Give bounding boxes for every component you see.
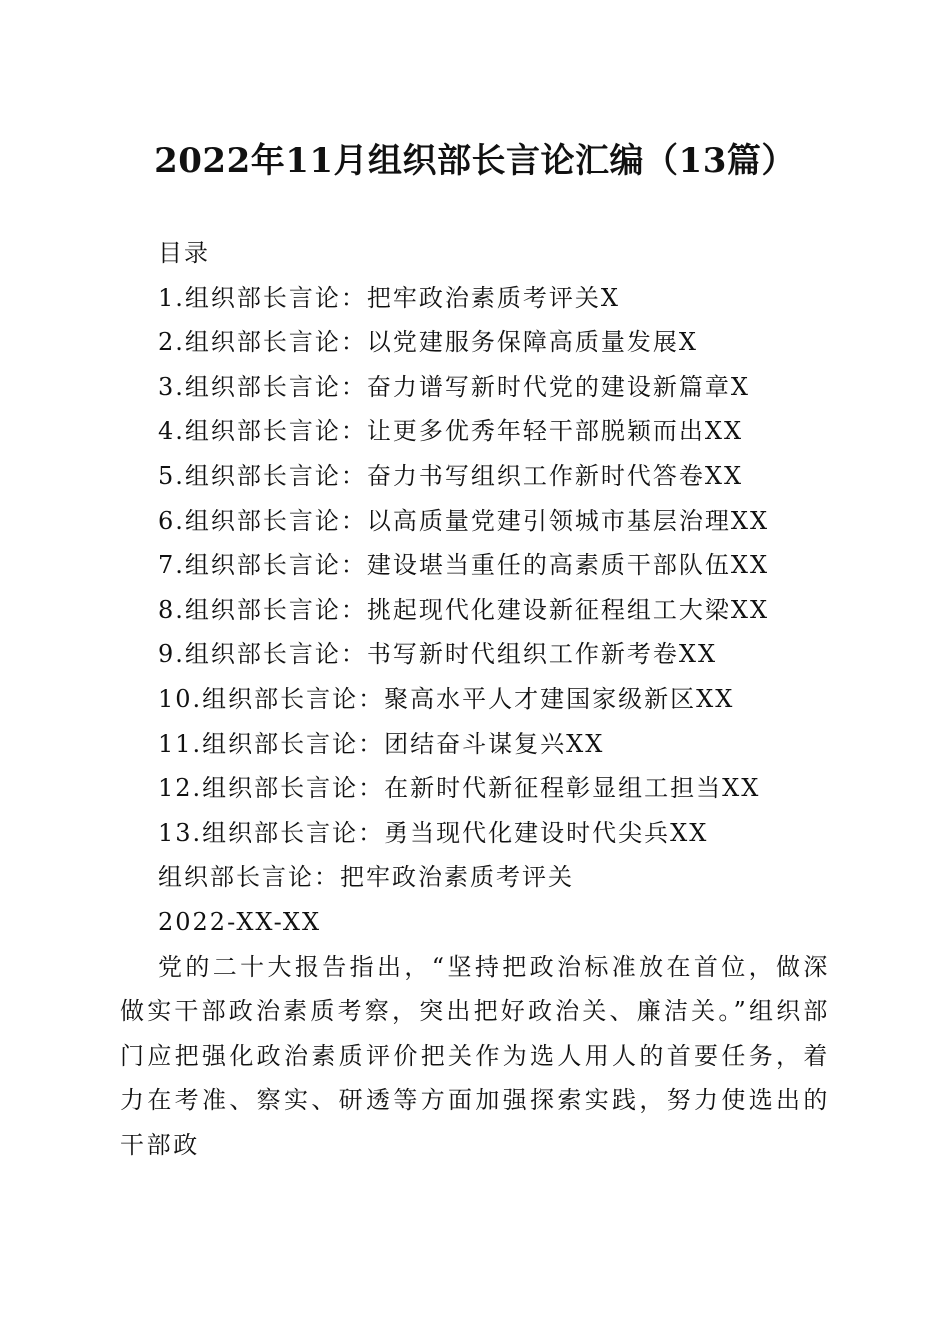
article-title: 组织部长言论：把牢政治素质考评关 <box>158 863 574 892</box>
toc-item: 9.组织部长言论：书写新时代组织工作新考卷XX <box>158 640 718 669</box>
article-date: 2022-XX-XX <box>158 907 322 936</box>
table-of-contents <box>120 276 830 856</box>
toc-item: 2.组织部长言论：以党建服务保障高质量发展X <box>158 328 698 357</box>
toc-heading: 目录 <box>158 239 210 267</box>
toc-item: 4.组织部长言论：让更多优秀年轻干部脱颖而出XX <box>158 417 744 446</box>
toc-item: 8.组织部长言论：挑起现代化建设新征程组工大梁XX <box>158 595 770 624</box>
toc-item: 11.组织部长言论：团结奋斗谋复兴XX <box>158 729 605 758</box>
document-title: 2022年11月组织部长言论汇编（13篇） <box>154 141 796 181</box>
toc-item: 5.组织部长言论：奋力书写组织工作新时代答卷XX <box>158 461 744 490</box>
toc-item: 10.组织部长言论：聚高水平人才建国家级新区XX <box>158 684 735 713</box>
toc-item: 3.组织部长言论：奋力谱写新时代党的建设新篇章X <box>158 372 750 401</box>
toc-item: 1.组织部长言论：把牢政治素质考评关X <box>158 283 620 312</box>
toc-item: 7.组织部长言论：建设堪当重任的高素质干部队伍XX <box>158 551 770 580</box>
document-content <box>120 231 830 1167</box>
toc-item: 13.组织部长言论：勇当现代化建设时代尖兵XX <box>158 818 709 847</box>
toc-item: 12.组织部长言论：在新时代新征程彰显组工担当XX <box>158 774 761 803</box>
toc-item: 6.组织部长言论：以高质量党建引领城市基层治理XX <box>158 506 770 535</box>
article-body: 党的二十大报告指出，“坚持把政治标准放在首位，做深做实干部政治素质考察，突出把好政治关、廉洁关。”组织部门应把强化政治素质评价把关作为选人用人的首要任务，着力在考准、察实、研透等方面加强探索实践，努力使选出的干部政 <box>120 952 830 1159</box>
